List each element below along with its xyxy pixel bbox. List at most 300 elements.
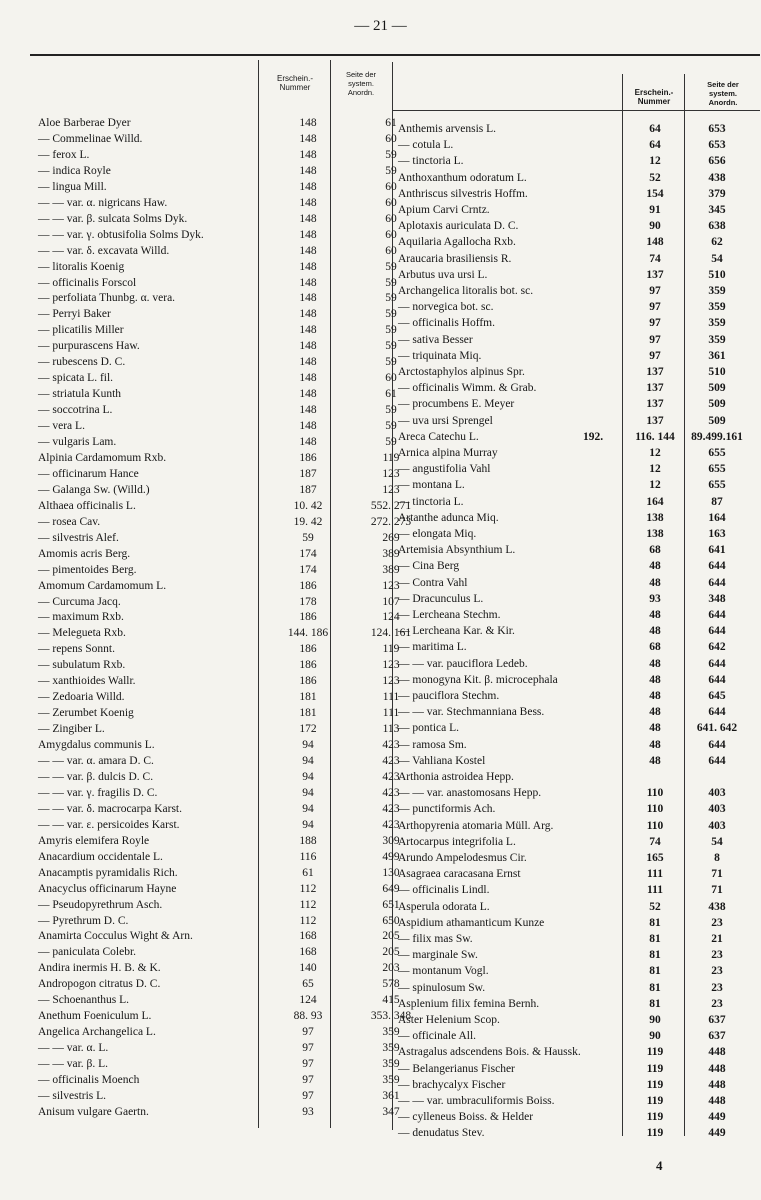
entry-number: 112 bbox=[299, 914, 317, 927]
entry-name: Amomum Cardamomum L. bbox=[38, 579, 167, 592]
index-entry bbox=[398, 186, 758, 202]
entry-name: — Zingiber L. bbox=[38, 723, 105, 736]
entry-number: 168 bbox=[299, 946, 317, 959]
entry-name: — litoralis Koenig bbox=[38, 260, 125, 273]
index-entry bbox=[38, 482, 398, 498]
index-entry bbox=[38, 354, 398, 370]
index-entry bbox=[398, 737, 758, 753]
entry-number: 81 bbox=[649, 933, 661, 945]
entry-number: 111 bbox=[647, 884, 663, 897]
entry-number: 12 bbox=[649, 463, 661, 476]
entry-page: 649 bbox=[382, 882, 400, 895]
entry-name: — maritima L. bbox=[398, 641, 467, 654]
index-entry bbox=[38, 705, 398, 721]
index-entry bbox=[398, 170, 758, 186]
right-header-page: Seite der system. Anordn. bbox=[707, 80, 739, 107]
entry-name: Artanthe adunca Miq. bbox=[398, 511, 499, 524]
entry-page: 449 bbox=[708, 1127, 726, 1140]
index-entry bbox=[38, 609, 398, 625]
entry-number: 119 bbox=[646, 1046, 664, 1059]
index-entry bbox=[398, 413, 758, 429]
index-entry bbox=[398, 477, 758, 493]
entry-name: Asperula odorata L. bbox=[398, 900, 490, 913]
entry-page: 59 bbox=[385, 260, 397, 273]
entry-number: 164 bbox=[646, 495, 664, 508]
entry-number: 148 bbox=[299, 260, 317, 273]
entry-name: Andropogon citratus D. C. bbox=[38, 978, 161, 991]
entry-page: 71 bbox=[711, 884, 723, 897]
entry-number: 48 bbox=[649, 722, 661, 735]
entry-name: Amomis acris Berg. bbox=[38, 547, 131, 560]
index-entry bbox=[398, 1109, 758, 1125]
entry-page: 60 bbox=[385, 212, 397, 225]
entry-name: — purpurascens Haw. bbox=[38, 340, 140, 353]
index-entry bbox=[38, 195, 398, 211]
index-entry bbox=[398, 915, 758, 931]
entry-number: 97 bbox=[302, 1058, 314, 1071]
entry-name: — maximum Rxb. bbox=[38, 611, 124, 624]
index-entry bbox=[398, 704, 758, 720]
entry-page: 163 bbox=[708, 528, 726, 540]
entry-number: 94 bbox=[302, 786, 314, 799]
entry-page: 309 bbox=[382, 834, 400, 847]
entry-page: 23 bbox=[711, 981, 723, 994]
entry-number: 154 bbox=[646, 187, 664, 200]
entry-page: 21 bbox=[711, 933, 723, 945]
entry-page: 650 bbox=[382, 914, 400, 927]
entry-page: 54 bbox=[711, 835, 723, 848]
index-entry bbox=[38, 322, 398, 338]
index-entry bbox=[398, 510, 758, 526]
entry-name: — brachycalyx Fischer bbox=[398, 1078, 506, 1091]
index-entry bbox=[38, 562, 398, 578]
entry-name: — subulatum Rxb. bbox=[38, 659, 126, 672]
index-entry bbox=[38, 1088, 398, 1104]
right-header-number: Erschein.- Nummer bbox=[634, 88, 674, 106]
entry-page: 205 bbox=[382, 946, 400, 959]
entry-page: 359 bbox=[382, 1074, 400, 1086]
entry-number: 48 bbox=[649, 738, 661, 751]
index-entry bbox=[38, 1056, 398, 1072]
entry-name: — denudatus Stev. bbox=[398, 1127, 485, 1140]
entry-page: 107 bbox=[382, 595, 400, 608]
entry-page: 130 bbox=[382, 866, 400, 879]
index-entry bbox=[38, 450, 398, 466]
index-entry bbox=[398, 818, 758, 834]
index-entry bbox=[398, 121, 758, 137]
entry-number: 97 bbox=[649, 317, 661, 330]
index-entry bbox=[38, 115, 398, 131]
index-entry bbox=[38, 881, 398, 897]
entry-page: 578 bbox=[382, 978, 400, 991]
entry-number: 81 bbox=[649, 916, 661, 929]
entry-page: 59 bbox=[385, 324, 397, 337]
entry-name: Anthriscus silvestris Hoffm. bbox=[398, 187, 528, 200]
index-entry bbox=[38, 163, 398, 179]
index-entry bbox=[398, 348, 758, 364]
top-rule bbox=[30, 54, 760, 56]
entry-page: 269 bbox=[382, 531, 400, 544]
index-entry bbox=[38, 594, 398, 610]
entry-name: Arthopyrenia atomaria Müll. Arg. bbox=[398, 819, 554, 832]
entry-name: Arundo Ampelodesmus Cir. bbox=[398, 852, 527, 864]
entry-page: 359 bbox=[708, 317, 726, 330]
entry-page: 61 bbox=[385, 117, 397, 129]
index-entry bbox=[38, 179, 398, 195]
entry-number: 94 bbox=[302, 770, 314, 783]
entry-name: — Pseudopyrethrum Asch. bbox=[38, 898, 163, 911]
index-entry bbox=[38, 960, 398, 976]
entry-number: 94 bbox=[302, 802, 314, 815]
entry-name: — punctiformis Ach. bbox=[398, 803, 496, 816]
index-entry bbox=[398, 607, 758, 623]
index-entry bbox=[38, 402, 398, 418]
entry-number: 148 bbox=[299, 244, 317, 257]
entry-number: 48 bbox=[649, 673, 661, 686]
entry-name: — perfoliata Thunbg. α. vera. bbox=[38, 292, 176, 305]
entry-name: — — var. δ. macrocarpa Karst. bbox=[38, 802, 183, 815]
index-entry bbox=[398, 963, 758, 979]
entry-name: — pontica L. bbox=[398, 722, 459, 735]
entry-name: Apium Carvi Crntz. bbox=[398, 204, 490, 216]
index-entry bbox=[38, 753, 398, 769]
entry-name: Anamirta Cocculus Wight & Arn. bbox=[38, 930, 193, 943]
entry-name: Amyris elemifera Royle bbox=[38, 834, 150, 847]
entry-number: 186 bbox=[299, 579, 317, 592]
index-entry bbox=[38, 801, 398, 817]
index-entry bbox=[398, 785, 758, 801]
entry-name: Alpinia Cardamomum Rxb. bbox=[38, 451, 167, 464]
entry-name: — monogyna Kit. β. microcephala bbox=[398, 673, 558, 686]
entry-page: 637 bbox=[708, 1014, 726, 1026]
entry-page: 379 bbox=[708, 187, 726, 200]
index-entry bbox=[398, 1077, 758, 1093]
entry-name: Areca Catechu L. bbox=[398, 430, 479, 443]
entry-name: — lingua Mill. bbox=[38, 180, 107, 193]
index-entry bbox=[38, 546, 398, 562]
index-entry bbox=[398, 1125, 758, 1141]
entry-page: 8 bbox=[714, 852, 720, 864]
entry-number: 48 bbox=[649, 625, 661, 638]
entry-page: 60 bbox=[385, 196, 397, 209]
index-entry bbox=[398, 558, 758, 574]
entry-name: — pauciflora Stechm. bbox=[398, 690, 500, 702]
entry-number: 137 bbox=[646, 366, 664, 378]
entry-number: 97 bbox=[649, 349, 661, 362]
entry-number: 174 bbox=[299, 547, 317, 560]
entry-page: 510 bbox=[708, 268, 726, 281]
entry-page: 348 bbox=[708, 592, 726, 605]
index-entry bbox=[38, 1008, 412, 1024]
entry-page: 347 bbox=[382, 1105, 400, 1118]
index-entry bbox=[398, 931, 758, 947]
entry-number: 186 bbox=[299, 643, 317, 656]
entry-page: 111 bbox=[382, 707, 400, 720]
entry-page: 71 bbox=[711, 868, 723, 881]
entry-page: 111 bbox=[382, 691, 400, 704]
index-entry bbox=[398, 591, 758, 607]
index-entry bbox=[38, 928, 398, 944]
entry-page: 644 bbox=[708, 657, 726, 670]
entry-name: Araucaria brasiliensis R. bbox=[398, 252, 512, 265]
entry-number: 48 bbox=[649, 690, 661, 702]
footer-mark: 4 bbox=[656, 1158, 663, 1173]
entry-page: 438 bbox=[708, 900, 726, 913]
entry-name: Angelica Archangelica L. bbox=[38, 1026, 156, 1039]
entry-page: 448 bbox=[708, 1046, 726, 1059]
index-entry bbox=[398, 202, 758, 218]
index-entry bbox=[398, 283, 758, 299]
entry-name: Aspidium athamanticum Kunze bbox=[398, 916, 545, 929]
entry-number: 148 bbox=[299, 356, 317, 369]
entry-number: 119 bbox=[646, 1127, 664, 1140]
page-number: — 21 — bbox=[354, 18, 407, 34]
entry-page: 59 bbox=[385, 404, 397, 417]
entry-name: — — var. α. L. bbox=[38, 1042, 109, 1055]
entry-number: 52 bbox=[649, 900, 661, 913]
entry-name: — — var. γ. fragilis D. C. bbox=[38, 786, 158, 799]
entry-number: 94 bbox=[302, 755, 314, 767]
index-entry bbox=[398, 542, 758, 558]
index-entry bbox=[398, 1044, 758, 1060]
index-entry bbox=[398, 267, 758, 283]
entry-number: 181 bbox=[299, 707, 317, 720]
entry-number: 119 bbox=[646, 1095, 664, 1107]
index-entry bbox=[38, 673, 398, 689]
entry-page: 123 bbox=[382, 467, 400, 480]
entry-name: — rosea Cav. bbox=[38, 515, 101, 528]
entry-number: 94 bbox=[302, 739, 314, 752]
entry-number: 10. 42 bbox=[293, 499, 323, 512]
index-entry bbox=[398, 639, 758, 655]
entry-number: 165 bbox=[646, 852, 664, 864]
entry-name: — indica Royle bbox=[38, 164, 111, 177]
entry-name: — silvestris L. bbox=[38, 1089, 107, 1102]
entry-page: 655 bbox=[708, 479, 726, 492]
entry-page: 644 bbox=[708, 625, 726, 638]
entry-number: 186 bbox=[299, 611, 317, 624]
entry-page: 642 bbox=[708, 641, 726, 654]
entry-name: — vulgaris Lam. bbox=[38, 436, 117, 448]
entry-name: — montana L. bbox=[398, 479, 465, 492]
entry-number: 110 bbox=[646, 803, 664, 816]
entry-number: 12 bbox=[649, 155, 661, 168]
entry-name: Astragalus adscendens Bois. & Haussk. bbox=[398, 1046, 581, 1059]
entry-number: 94 bbox=[302, 818, 314, 831]
entry-number: 88. 93 bbox=[293, 1010, 323, 1023]
entry-number: 137 bbox=[646, 268, 664, 281]
index-entry bbox=[38, 849, 398, 865]
index-entry bbox=[398, 526, 758, 542]
entry-name: Aster Helenium Scop. bbox=[398, 1014, 500, 1026]
index-entry bbox=[398, 234, 758, 250]
index-entry bbox=[38, 386, 398, 402]
entry-page: 361 bbox=[708, 349, 726, 362]
index-entry bbox=[38, 338, 398, 354]
entry-page: 641. 642 bbox=[696, 722, 738, 735]
entry-name: — pimentoides Berg. bbox=[38, 563, 137, 576]
entry-number: 168 bbox=[299, 930, 317, 943]
entry-number: 178 bbox=[299, 595, 317, 608]
entry-name: Aquilaria Agallocha Rxb. bbox=[398, 236, 516, 249]
entry-number: 68 bbox=[649, 641, 661, 654]
entry-name: — triquinata Miq. bbox=[398, 349, 482, 362]
index-entry bbox=[38, 657, 398, 673]
index-entry bbox=[38, 769, 398, 785]
entry-name: — cylleneus Boiss. & Helder bbox=[398, 1111, 534, 1124]
entry-name: — angustifolia Vahl bbox=[398, 463, 491, 476]
index-entry bbox=[398, 672, 758, 688]
entry-number: 59 bbox=[302, 531, 314, 544]
entry-page: 119 bbox=[382, 451, 400, 464]
index-entry bbox=[398, 980, 758, 996]
index-entry bbox=[38, 785, 398, 801]
entry-name: — officinalis Hoffm. bbox=[398, 317, 495, 330]
entry-number: 48 bbox=[649, 560, 661, 573]
entry-page: 345 bbox=[708, 204, 726, 216]
entry-number: 112 bbox=[299, 882, 317, 895]
index-entry bbox=[38, 290, 398, 306]
index-entry bbox=[398, 218, 758, 234]
entry-number: 110 bbox=[646, 787, 664, 800]
entry-number: 148 bbox=[299, 292, 317, 305]
entry-page: 361 bbox=[382, 1089, 400, 1102]
entry-number: 93 bbox=[649, 592, 661, 605]
entry-page: 653 bbox=[708, 123, 726, 135]
entry-page: 164 bbox=[708, 511, 726, 524]
entry-name: — uva ursi Sprengel bbox=[398, 414, 493, 427]
entry-page: 60 bbox=[385, 228, 397, 241]
entry-number: 81 bbox=[649, 949, 661, 962]
entry-number: 48 bbox=[649, 609, 661, 621]
entry-name: Archangelica litoralis bot. sc. bbox=[398, 285, 534, 297]
entry-name: — — var. Stechmanniana Bess. bbox=[398, 706, 545, 719]
entry-page: 359 bbox=[382, 1042, 400, 1055]
entry-number: 148 bbox=[299, 148, 317, 161]
entry-page: 448 bbox=[708, 1062, 726, 1075]
entry-name: — marginale Sw. bbox=[398, 949, 478, 962]
index-entry bbox=[38, 147, 398, 163]
entry-page: 448 bbox=[708, 1095, 726, 1107]
index-entry bbox=[398, 882, 758, 898]
entry-number: 48 bbox=[649, 754, 661, 767]
entry-page: 59 bbox=[385, 292, 397, 305]
entry-number: 148 bbox=[299, 180, 317, 193]
index-entry bbox=[38, 737, 398, 753]
entry-page: 423 bbox=[382, 739, 400, 752]
entry-name: Anthoxanthum odoratum L. bbox=[398, 171, 527, 184]
entry-page: 449 bbox=[708, 1111, 726, 1124]
entry-name: — ferox L. bbox=[38, 148, 90, 161]
entry-name: — vera L. bbox=[38, 420, 85, 433]
entry-number: 148 bbox=[299, 164, 317, 177]
entry-page: 403 bbox=[708, 803, 726, 816]
entry-name: — Zedoaria Willd. bbox=[38, 691, 125, 704]
entry-name: — silvestris Alef. bbox=[38, 531, 119, 544]
entry-name: — — var. α. nigricans Haw. bbox=[38, 196, 168, 209]
entry-name: — — var. γ. obtusifolia Solms Dyk. bbox=[38, 228, 204, 241]
entry-name: — — var. pauciflora Ledeb. bbox=[398, 657, 528, 670]
entry-page: 359 bbox=[708, 333, 726, 346]
entry-name: Anethum Foeniculum L. bbox=[38, 1010, 152, 1023]
entry-name: — Dracunculus L. bbox=[398, 592, 484, 605]
entry-name: — spicata L. fil. bbox=[38, 372, 114, 385]
entry-page: 205 bbox=[382, 930, 400, 943]
entry-page: 423 bbox=[382, 818, 400, 831]
entry-name: — spinulosum Sw. bbox=[398, 981, 486, 994]
entry-number: 81 bbox=[649, 981, 661, 994]
entry-page: 123 bbox=[382, 579, 400, 592]
entry-name: — Belangerianus Fischer bbox=[398, 1062, 515, 1075]
entry-number: 187 bbox=[299, 467, 317, 480]
entry-number: 148 bbox=[299, 340, 317, 353]
entry-name: — Zerumbet Koenig bbox=[38, 707, 134, 720]
entry-page: 62 bbox=[711, 236, 723, 249]
entry-number: 137 bbox=[646, 398, 664, 411]
entry-name: — Lercheana Kar. & Kir. bbox=[398, 625, 515, 638]
entry-number: 97 bbox=[302, 1026, 314, 1039]
entry-number: 90 bbox=[649, 1014, 661, 1026]
entry-page: 272. 273 bbox=[370, 515, 412, 528]
index-entry bbox=[398, 299, 758, 315]
entry-number: 97 bbox=[649, 333, 661, 346]
entry-page: 509 bbox=[708, 414, 726, 427]
index-entry bbox=[38, 259, 398, 275]
entry-number: 97 bbox=[302, 1074, 314, 1086]
entry-number: 148 bbox=[299, 117, 317, 129]
entry-page: 644 bbox=[708, 560, 726, 573]
entry-name: Anthemis arvensis L. bbox=[398, 123, 497, 135]
index-entry bbox=[38, 641, 398, 657]
index-entry bbox=[38, 434, 398, 450]
entry-number: 186 bbox=[299, 451, 317, 464]
entry-name: — tinctoria L. bbox=[398, 495, 464, 508]
entry-name: Artemisia Absynthium L. bbox=[398, 544, 516, 557]
entry-number: 48 bbox=[649, 657, 661, 670]
entry-page: 509 bbox=[708, 382, 726, 395]
entry-number: 148 bbox=[299, 404, 317, 417]
entry-number: 148 bbox=[299, 388, 317, 401]
entry-page: 651 bbox=[382, 898, 400, 911]
entry-page: 60 bbox=[385, 372, 397, 385]
index-entry bbox=[398, 801, 758, 817]
entry-page: 510 bbox=[708, 366, 726, 378]
entry-name: — Perryi Baker bbox=[38, 308, 111, 321]
entry-name: — Melegueta Rxb. bbox=[38, 627, 126, 640]
entry-name: — soccotrina L. bbox=[38, 404, 113, 417]
entry-number: 137 bbox=[646, 414, 664, 427]
entry-number: 119 bbox=[646, 1111, 664, 1124]
entry-page: 389 bbox=[382, 547, 400, 560]
entry-page: 119 bbox=[382, 643, 400, 656]
entry-number: 97 bbox=[302, 1089, 314, 1102]
entry-page: 415 bbox=[382, 994, 400, 1007]
entry-name: — norvegica bot. sc. bbox=[398, 301, 494, 314]
entry-page: 552. 271 bbox=[370, 499, 412, 512]
entry-number: 119 bbox=[646, 1062, 664, 1075]
index-entry bbox=[38, 243, 398, 259]
index-entry bbox=[38, 578, 398, 594]
entry-name: Arctostaphylos alpinus Spr. bbox=[398, 366, 525, 378]
entry-number: 148 bbox=[299, 420, 317, 433]
index-entry bbox=[398, 1061, 758, 1077]
entry-page: 653 bbox=[708, 139, 726, 152]
entry-page: 644 bbox=[708, 738, 726, 751]
entry-name: — — var. β. dulcis D. C. bbox=[38, 770, 154, 783]
entry-number: 186 bbox=[299, 675, 317, 688]
entry-number: 74 bbox=[649, 252, 661, 265]
entry-name: Anacyclus officinarum Hayne bbox=[38, 882, 177, 895]
